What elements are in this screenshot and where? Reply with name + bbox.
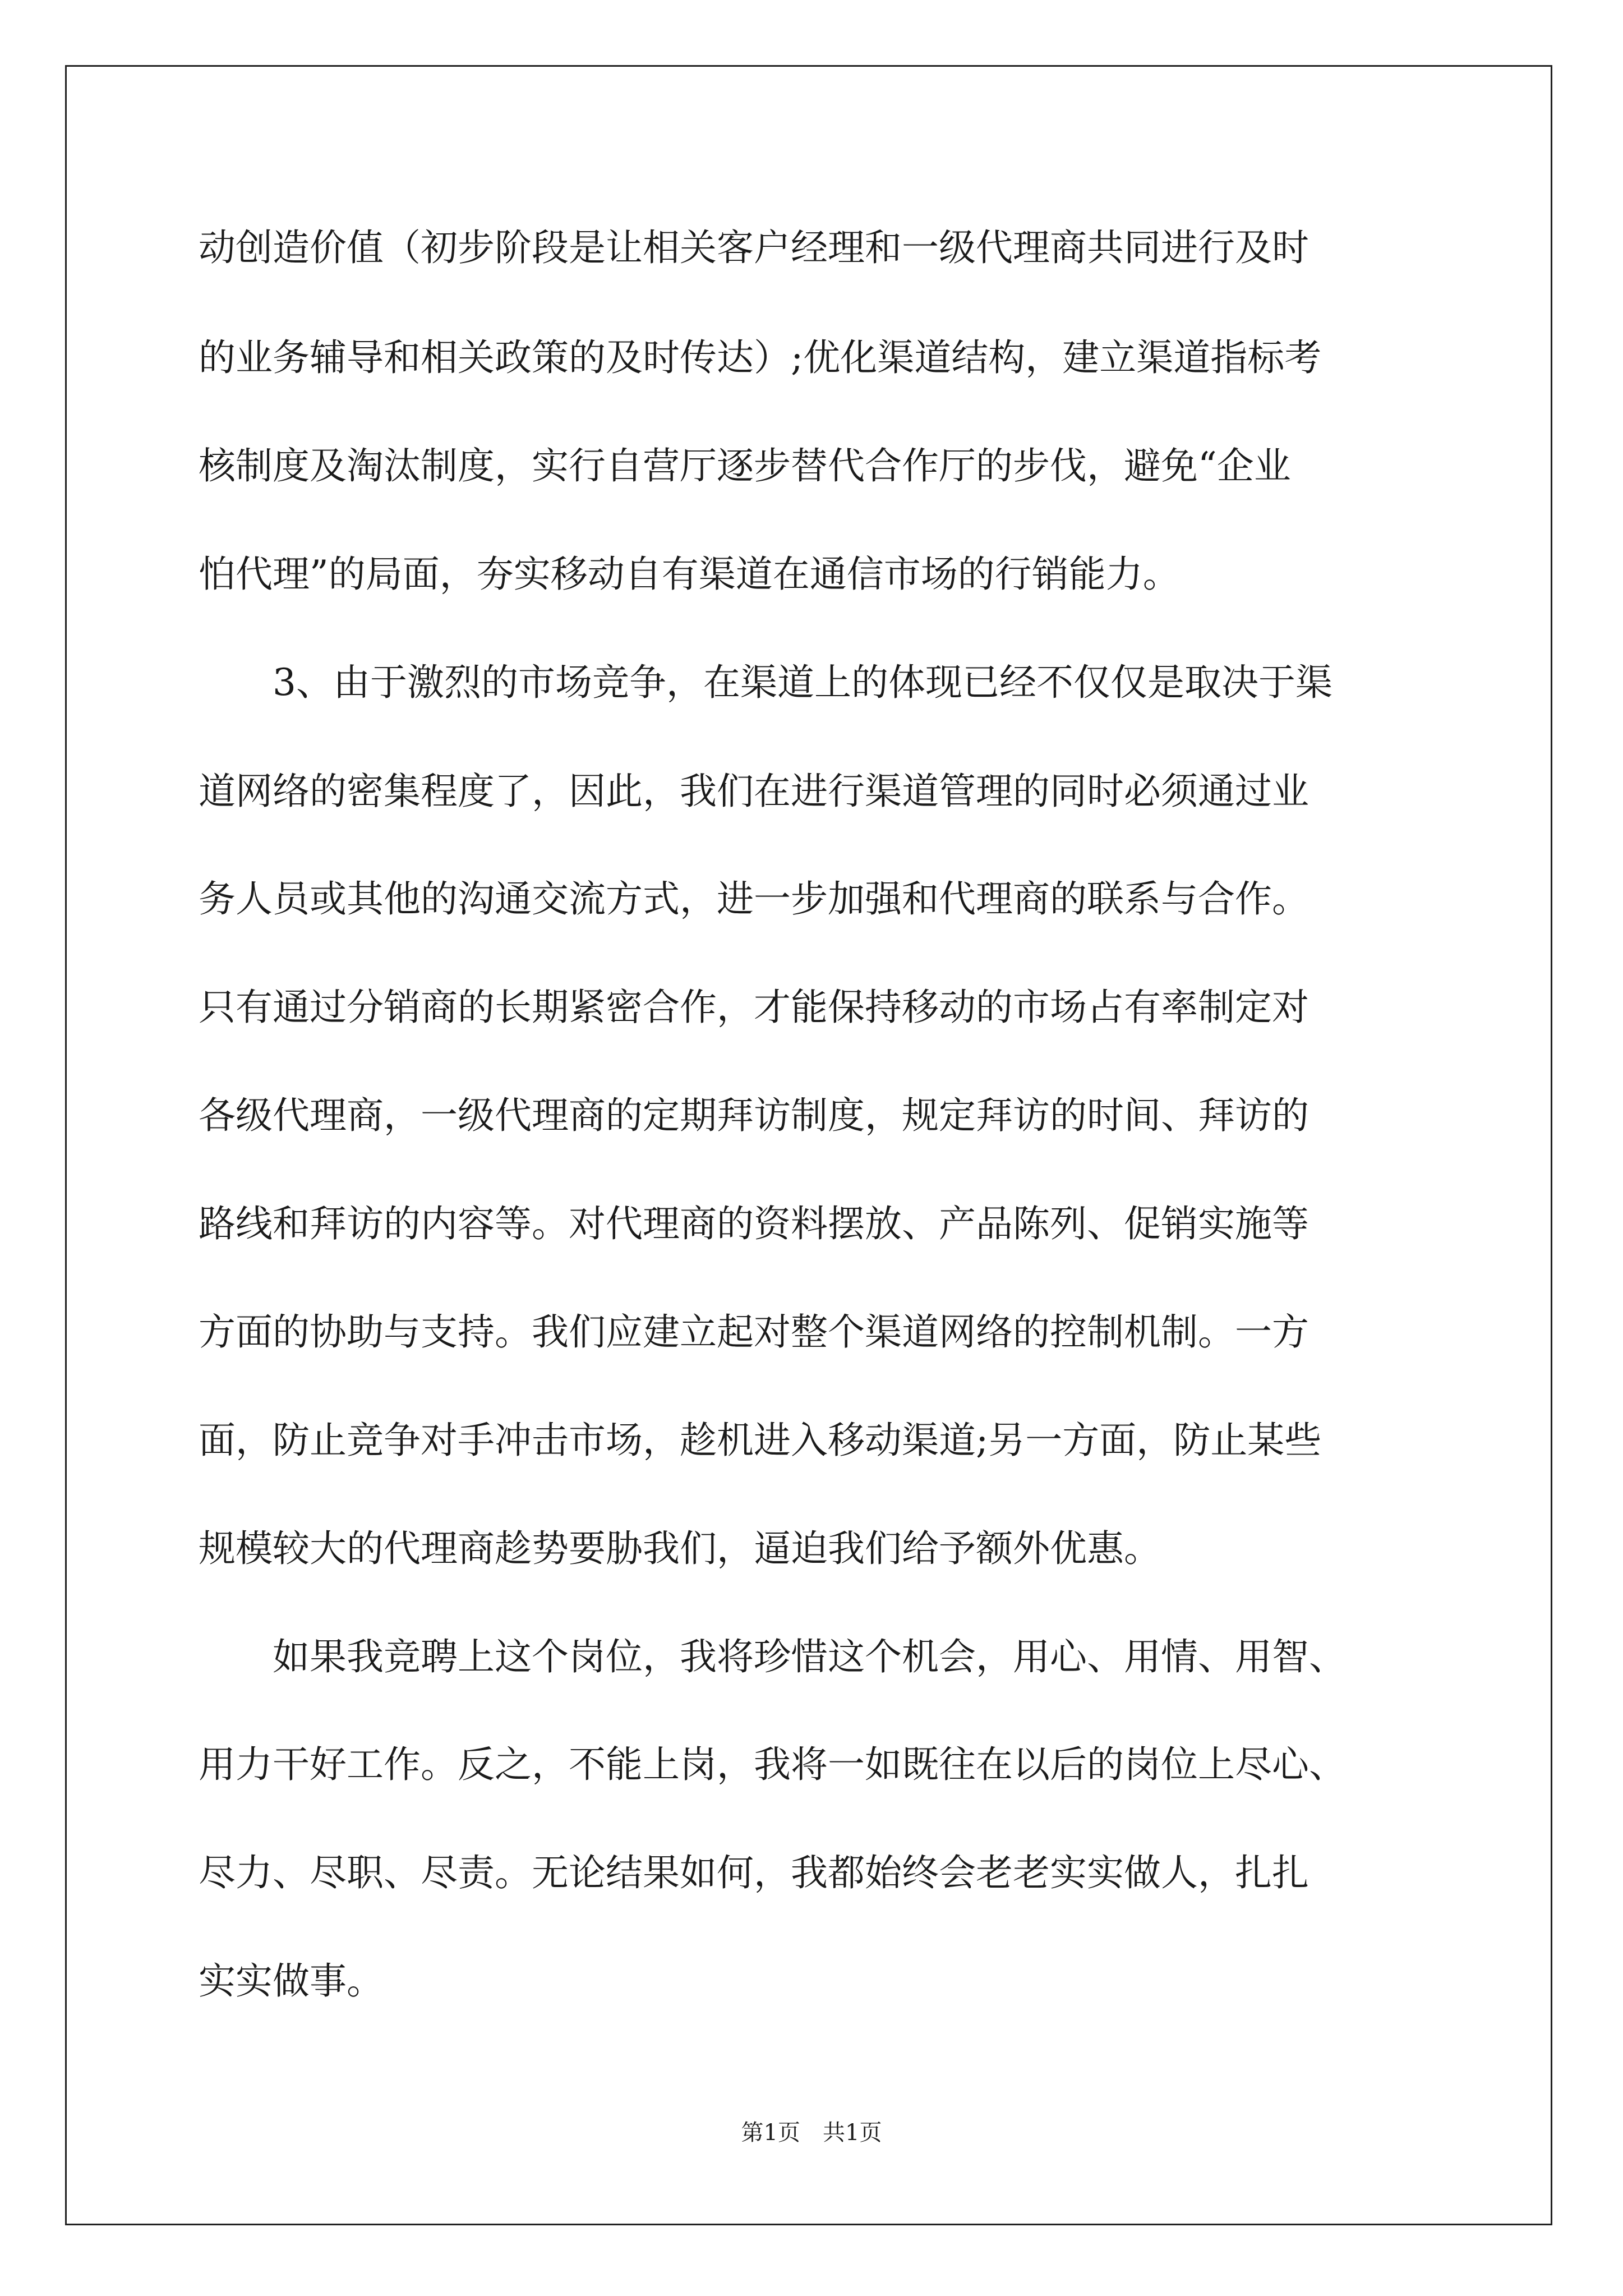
- page-border: [65, 65, 1552, 2225]
- text-line: 道网络的密集程度了，因此，我们在进行渠道管理的同时必须通过业: [199, 770, 1309, 813]
- text-line: 实实做事。: [199, 1959, 384, 2003]
- paragraph-start-line: 如果我竞聘上这个岗位，我将珍惜这个机会，用心、用情、用智、: [273, 1635, 1346, 1678]
- text-line: 只有通过分销商的长期紧密合作，才能保持移动的市场占有率制定对: [199, 986, 1309, 1029]
- text-line: 面，防止竞争对手冲击市场，趁机进入移动渠道;另一方面，防止某些: [199, 1419, 1322, 1462]
- text-line: 规模较大的代理商趁势要胁我们，逼迫我们给予额外优惠。: [199, 1527, 1161, 1570]
- paragraph-start-line: 3、由于激烈的市场竞争，在渠道上的体现已经不仅仅是取决于渠: [273, 661, 1332, 704]
- text-line: 怕代理”的局面，夯实移动自有渠道在通信市场的行销能力。: [199, 553, 1180, 596]
- page-number-footer: 第1页 共1页: [741, 2120, 882, 2146]
- text-line: 用力干好工作。反之，不能上岗，我将一如既往在以后的岗位上尽心、: [199, 1743, 1346, 1786]
- text-line: 动创造价值（初步阶段是让相关客户经理和一级代理商共同进行及时: [199, 226, 1309, 269]
- text-line: 的业务辅导和相关政策的及时传达）;优化渠道结构，建立渠道指标考: [199, 336, 1322, 379]
- text-line: 方面的协助与支持。我们应建立起对整个渠道网络的控制机制。一方: [199, 1310, 1309, 1354]
- text-line: 各级代理商，一级代理商的定期拜访制度，规定拜访的时间、拜访的: [199, 1094, 1309, 1137]
- text-line: 务人员或其他的沟通交流方式，进一步加强和代理商的联系与合作。: [199, 877, 1309, 921]
- text-line: 路线和拜访的内容等。对代理商的资料摆放、产品陈列、促销实施等: [199, 1202, 1309, 1245]
- text-line: 核制度及淘汰制度，实行自营厅逐步替代合作厅的步伐，避免“企业: [199, 444, 1291, 487]
- text-line: 尽力、尽职、尽责。无论结果如何，我都始终会老老实实做人，扎扎: [199, 1851, 1309, 1894]
